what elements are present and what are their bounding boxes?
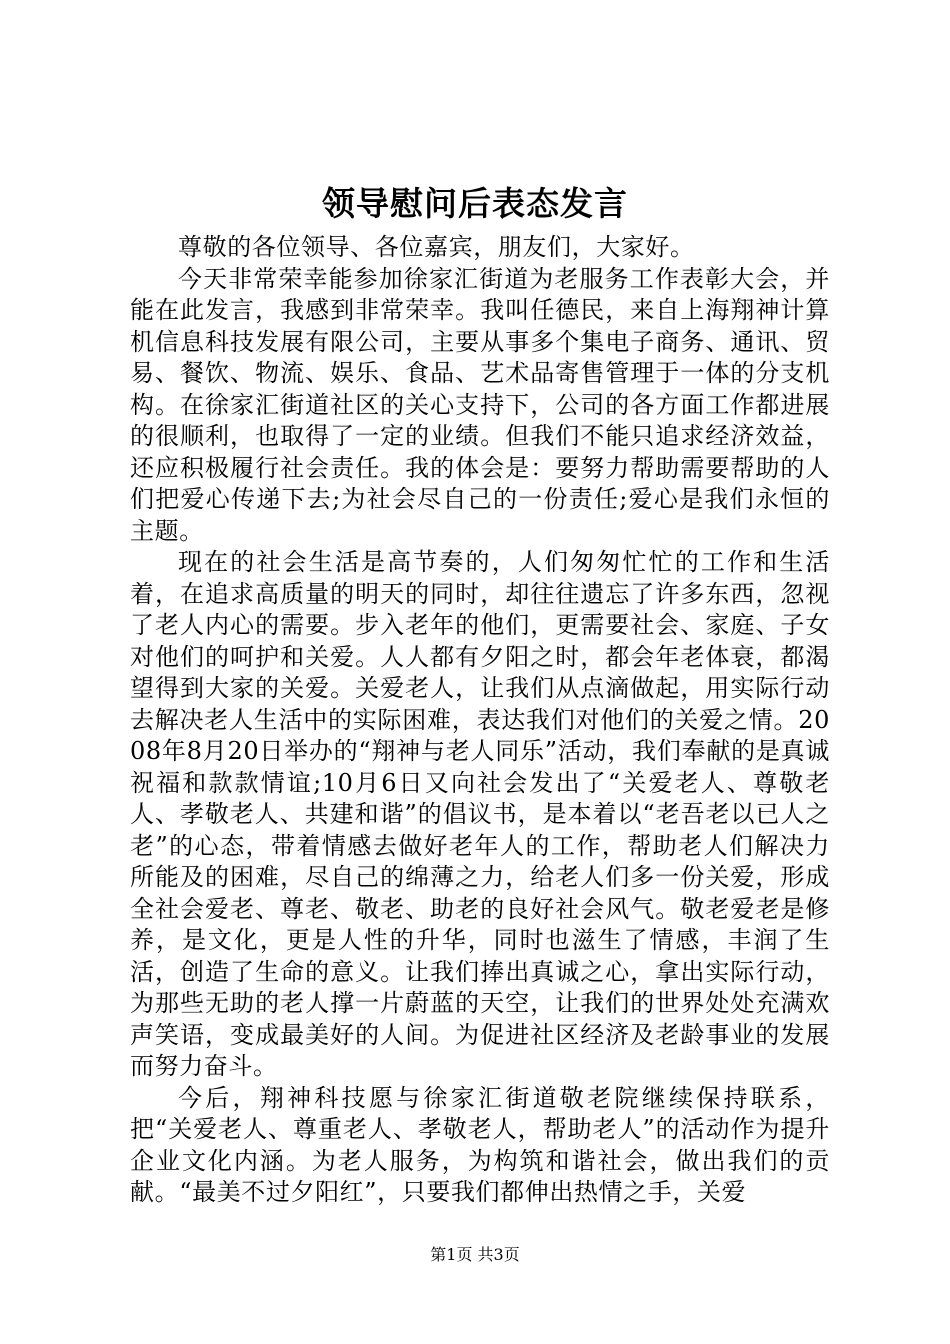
paragraph-greeting: 尊敬的各位领导、各位嘉宾，朋友们，大家好。 (178, 233, 695, 261)
document-body (130, 232, 830, 1209)
paragraph-introduction: 今天非常荣幸能参加徐家汇街道为老服务工作表彰大会，并能在此发言，我感到非常荣幸。我叫任德民，来自上海翔神计算机信息科技发展有限公司，主要从事多个集电子商务、通讯、贸易、餐饮、物流、娱乐、食品、艺术品寄售管理于一体的分支机构。在徐家汇街道社区的关心支持下，公司的各方面工作都进展的很顺利，也取得了一定的业绩。但我们不能只追求经济效益，还应积极履行社会责任。我的体会是：要努力帮助需要帮助的人们把爱心传递下去;为社会尽自己的一份责任;爱心是我们永恒的主题。 (130, 264, 830, 545)
paragraph-future-commitment: 今后，翔神科技愿与徐家汇街道敬老院继续保持联系，把“关爱老人、尊重老人、孝敬老人，帮助老人”的活动作为提升企业文化内涵。为老人服务，为构筑和谐社会，做出我们的贡献。“最美不过夕阳红”，只要我们都伸出热情之手，关爱 (130, 1083, 830, 1206)
document-title: 领导慰问后表态发言 (322, 184, 628, 223)
paragraph-elderly-care: 现在的社会生活是高节奏的，人们匆匆忙忙的工作和生活着，在追求高质量的明天的同时，却往往遗忘了许多东西，忽视了老人内心的需要。步入老年的他们，更需要社会、家庭、子女对他们的呵护和关爱。人人都有夕阳之时，都会年老体衰，都渴望得到大家的关爱。关爱老人，让我们从点滴做起，用实际行动去解决老人生活中的实际困难，表达我们对他们的关爱之情。2008年8月20日举办的“翔神与老人同乐”活动，我们奉献的是真诚祝福和款款情谊;10月6日又向社会发出了“关爱老人、尊敬老人、孝敬老人、共建和谐”的倡议书，是本着以“老吾老以已人之老”的心态，带着情感去做好老年人的工作，帮助老人们解决力所能及的困难，尽自己的绵薄之力，给老人们多一份关爱，形成全社会爱老、尊老、敬老、助老的良好社会风气。敬老爱老是修养，是文化，更是人性的升华，同时也滋生了情感，丰润了生活，创造了生命的意义。让我们捧出真诚之心，拿出实际行动，为那些无助的老人撑一片蔚蓝的天空，让我们的世界处处充满欢声笑语，变成最美好的人间。为促进社区经济及老龄事业的发展而努力奋斗。 (130, 548, 830, 1080)
page-number-footer: 第1页 共3页 (430, 1245, 520, 1264)
